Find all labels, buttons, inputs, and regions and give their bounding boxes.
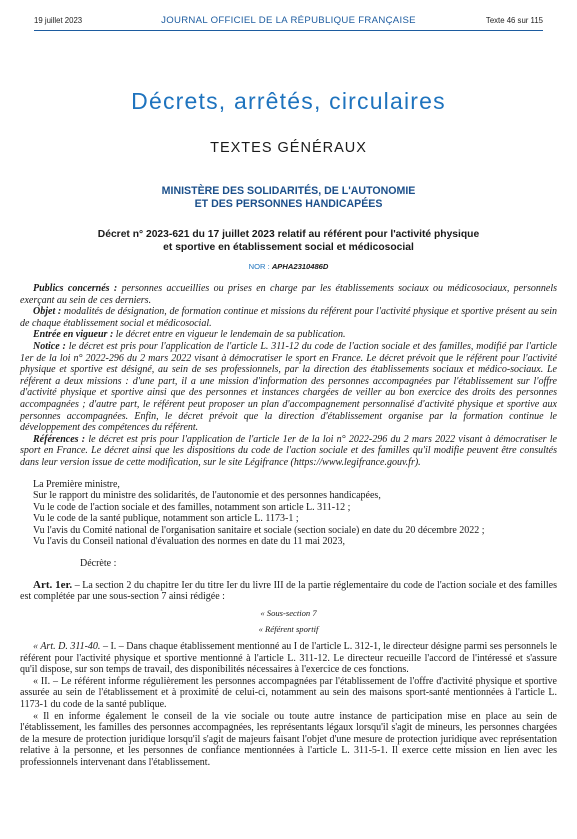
header-rule <box>34 30 543 31</box>
ministry-heading <box>0 185 577 211</box>
article-content <box>20 641 557 769</box>
subsection-number: « Sous-section 7 <box>260 607 317 618</box>
nor-reference <box>0 262 577 271</box>
article-paragraph <box>20 641 557 676</box>
nor-value: APHA2310486D <box>271 262 329 271</box>
journal-title: JOURNAL OFFICIEL DE LA RÉPUBLIQUE FRANÇAISE <box>161 15 416 26</box>
publication-date: 19 juillet 2023 <box>34 16 83 25</box>
article-1 <box>20 580 557 603</box>
visa-line: Sur le rapport du ministre des solidarités, de l'autonomie et des personnes handicapées, <box>33 490 381 502</box>
decree-title <box>0 229 577 254</box>
visas <box>20 479 557 570</box>
article-1-paragraph <box>20 580 557 603</box>
abstract-paragraph <box>20 341 557 434</box>
ministry-line-2: ET DES PERSONNES HANDICAPÉES <box>194 198 383 210</box>
article-paragraph <box>20 676 557 711</box>
abstract-paragraph <box>20 283 557 306</box>
abstract-text: le décret entre en vigueur le lendemain de sa publication. <box>113 329 346 341</box>
ministry-line-1: MINISTÈRE DES SOLIDARITÉS, DE L'AUTONOMIE <box>161 185 416 197</box>
text-number: Texte 46 sur 115 <box>485 16 543 25</box>
abstract-paragraph <box>20 329 557 341</box>
visa-line: La Première ministre, <box>33 478 120 490</box>
decree-body <box>20 283 557 769</box>
article-ref: « Art. D. 311-40. <box>33 641 101 653</box>
visa-line: Vu le code de la santé publique, notamment son article L. 1173-1 ; <box>33 513 299 525</box>
article-paragraph-text: « II. – Le référent informe régulièrement les personnes accompagnées par l'établissement de l'offre d'activité physique et sportive assurée au sein de l'établissement et à proximité de celui-ci, notamment au sein des maisons sport-santé mentionnées à l'article L. 1173-1 du code de la santé publique. <box>20 675 557 710</box>
subsection-heading: TEXTES GÉNÉRAUX <box>210 140 367 156</box>
abstract-text: le décret est pris pour l'application de l'article 1er de la loi n° 2022-296 du 2 mars 2022 visant à démocratiser le sport en France. Le décret ainsi que les dispositions du code de l'action sociale et des familles qu'il modifie peuvent être consultés dans leur version issue de cette modification, sur le site Légifrance (https://www.legifrance.gouv.fr). <box>20 433 557 468</box>
abstract <box>20 283 557 469</box>
spacer <box>20 548 557 558</box>
abstract-label: Notice : <box>33 340 66 352</box>
article-paragraph-text: « Il en informe également le conseil de la vie sociale ou toute autre instance de participation mise en place au sein de l'établissement, les familles des personnes accompagnées, les représentants légaux lorsqu'il s'agit de mineurs, les personnes chargées de la mesure de protection juridique lorsqu'il s'agit de majeurs faisant l'objet d'une mesure de protection juridique avec représentation relative à la personne, et les personnes de confiance mentionnées à l'article L. 311-5-1. Il exerce cette mission en lien avec les professionnels intervenant dans l'établissement. <box>20 710 557 768</box>
abstract-paragraph <box>20 306 557 329</box>
visa-line: Vu le code de l'action sociale et des familles, notamment son article L. 311-12 ; <box>33 501 351 513</box>
subsection-title: « Référent sportif <box>258 624 319 635</box>
abstract-text: le décret est pris pour l'application de l'article L. 311-12 du code de l'action sociale et des familles, modifié par l'article 1er de la loi n° 2022-296 du 2 mars 2022 visant à démocratiser le sport en France. Le décret prévoit que le référent pour l'activité physique et sportive est désigné, au sein de ses professionnels, par la direction des établissements sociaux et médico-sociaux. Le référent a deux missions : d'une part, il a une mission d'information des personnes accompagnées par l'établissement sur l'offre d'activité physique et sportive ainsi que des personnes et instances chargées de veiller au bon exercice des droits des personnes accompagnées ; d'autre part, le référent peut proposer un plan d'accompagnement personnalisé d'activité physique et sportive aux personnes accompagnées. Enfin, le décret prévoit que la direction d'établissement organise par la formation continue le développement des compétences du référent. <box>20 340 557 434</box>
abstract-label: Références : <box>33 433 86 445</box>
page-header <box>34 14 543 27</box>
abstract-paragraph <box>20 434 557 469</box>
decrete-line: Décrète : <box>80 558 117 570</box>
abstract-label: Entrée en vigueur : <box>33 329 114 341</box>
article-paragraph-text: – I. – Dans chaque établissement mentionné au I de l'article L. 312-1, le directeur désigne parmi ses personnels le référent pour l'activité physique et sportive mentionné à l'article L. 311-12. Le directeur recueille l'accord de l'intéressé et s'assure qu'il dispose, sur son temps de travail, des disponibilités nécessaires à l'exercice de ces fonctions. <box>20 641 557 676</box>
nor-label: NOR : <box>248 262 270 271</box>
article-paragraph <box>20 711 557 769</box>
abstract-label: Objet : <box>33 306 62 318</box>
abstract-text: modalités de désignation, de formation continue et missions du référent pour l'activité physique et sportive présent au sein de chaque établissement social et médicosocial. <box>20 306 558 329</box>
article-1-text: – La section 2 du chapitre Ier du titre Ier du livre III de la partie réglementaire du code de l'action sociale et des familles est complétée par une sous-section 7 ainsi rédigée : <box>20 579 557 603</box>
visa-line: Vu l'avis du Conseil national d'évaluation des normes en date du 11 mai 2023, <box>33 536 346 548</box>
section-title: Décrets, arrêtés, circulaires <box>131 88 446 114</box>
spacer <box>20 469 557 479</box>
article-1-label: Art. 1er. <box>33 578 73 591</box>
spacer <box>20 570 557 580</box>
visa-line: Vu l'avis du Comité national de l'organisation sanitaire et sociale (section sociale) en date du 20 décembre 2022 ; <box>33 524 485 536</box>
abstract-label: Publics concernés : <box>33 283 118 294</box>
abstract-text: personnes accueillies ou prises en charge par les établissements sociaux ou médicosociaux, personnels exerçant au sein de ces derniers. <box>20 283 558 306</box>
decree-title-line-1: Décret n° 2023-621 du 17 juillet 2023 relatif au référent pour l'activité physique <box>97 229 480 240</box>
decree-title-line-2: et sportive en établissement social et médicosocial <box>163 241 414 253</box>
